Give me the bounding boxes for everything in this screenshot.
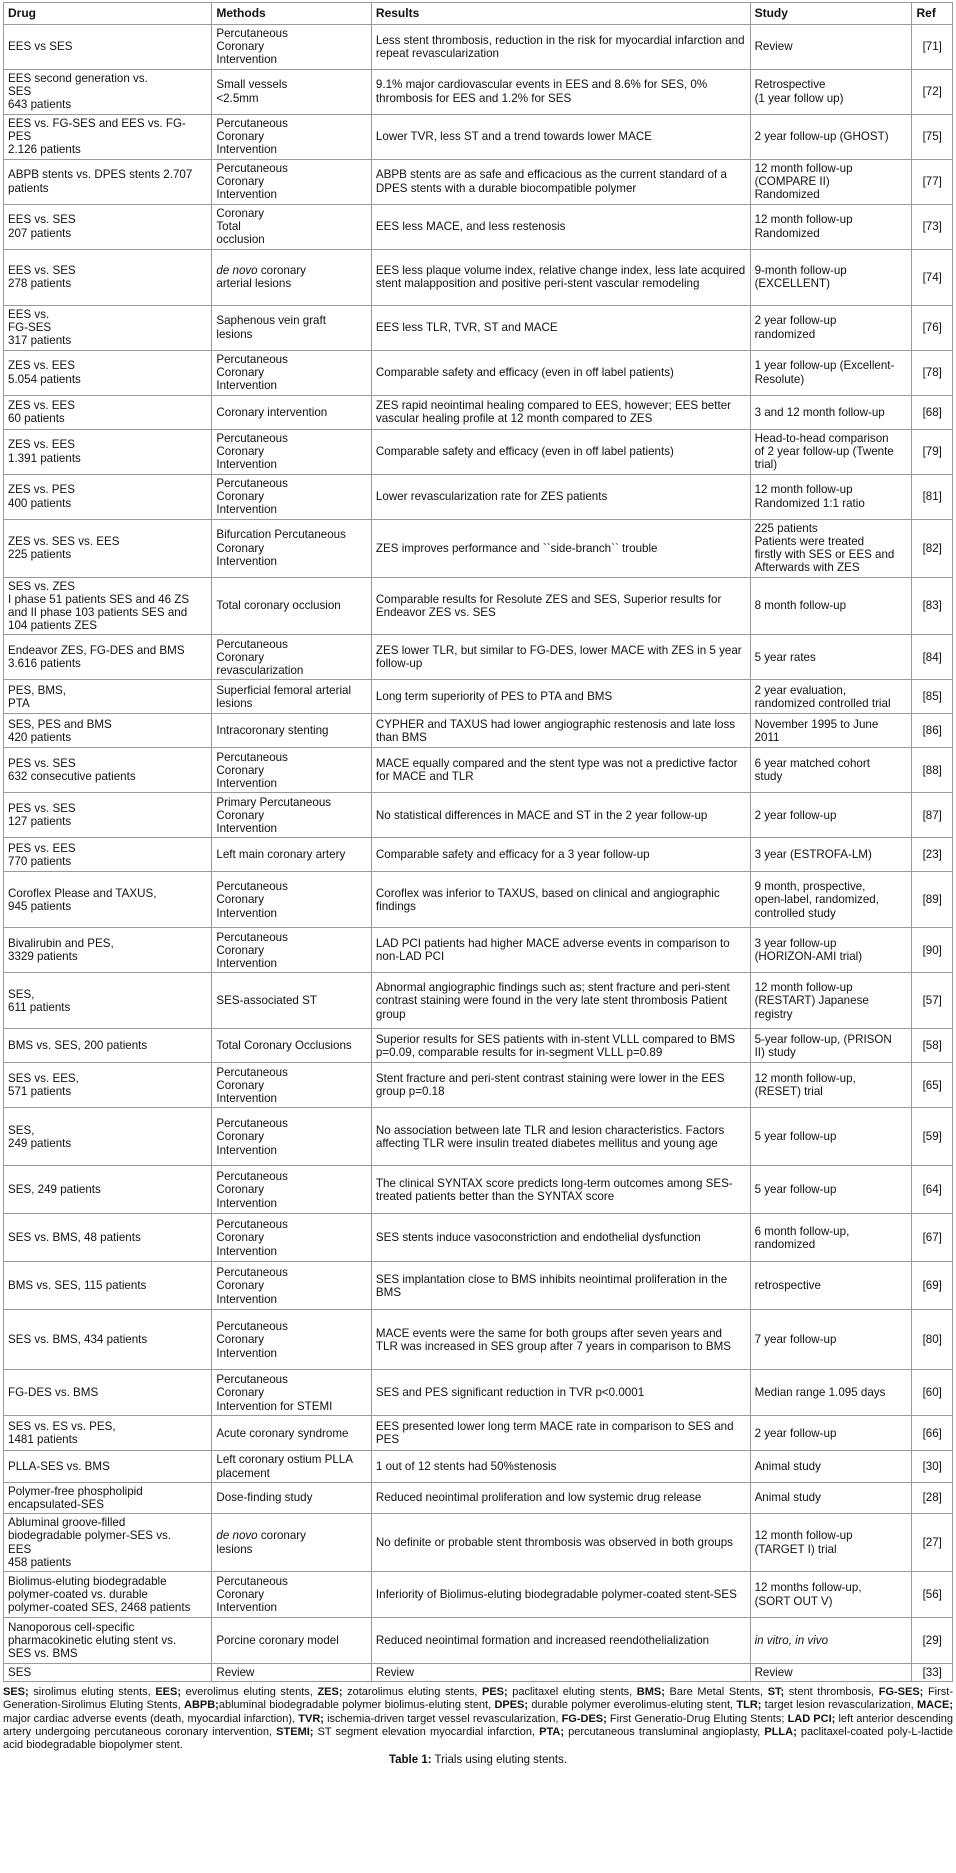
- ref-cell: [23]: [912, 838, 953, 872]
- footnote-abbrev: EES;: [155, 1686, 182, 1699]
- footnote-text: major cardiac adverse events (death, myocardial infarction),: [3, 1712, 299, 1725]
- drug-cell: BMS vs. SES, 200 patients: [4, 1029, 212, 1063]
- table-row: [4, 69, 953, 114]
- methods-cell: Percutaneous Coronary Intervention: [212, 928, 372, 973]
- methods-cell: Acute coronary syndrome: [212, 1416, 372, 1451]
- study-cell: 5 year follow-up: [750, 1166, 912, 1214]
- study-cell: 2 year follow-up: [750, 1416, 912, 1451]
- methods-cell: Total Coronary Occlusions: [212, 1029, 372, 1063]
- methods-cell: Percutaneous Coronary Intervention: [212, 350, 372, 395]
- ref-cell: [77]: [912, 159, 953, 204]
- table-row: [4, 429, 953, 474]
- footnote-text: ST segment elevation myocardial infarction,: [313, 1725, 540, 1738]
- table-row: [4, 680, 953, 714]
- methods-cell: de novo coronary arterial lesions: [212, 249, 372, 305]
- table-row: [4, 1664, 953, 1682]
- ref-cell: [29]: [912, 1618, 953, 1664]
- drug-cell: Coroflex Please and TAXUS, 945 patients: [4, 872, 212, 928]
- methods-cell: Coronary Total occlusion: [212, 204, 372, 249]
- study-cell: 225 patients Patients were treated firstly with SES or EES and Afterwards with ZES: [750, 519, 912, 577]
- study-cell: 5 year rates: [750, 635, 912, 680]
- table-row: [4, 1310, 953, 1370]
- methods-cell: Percutaneous Coronary revascularization: [212, 635, 372, 680]
- results-cell: EES presented lower long term MACE rate in comparison to SES and PES: [371, 1416, 750, 1451]
- ref-cell: [90]: [912, 928, 953, 973]
- ref-cell: [85]: [912, 680, 953, 714]
- ref-cell: [28]: [912, 1482, 953, 1513]
- drug-cell: ABPB stents vs. DPES stents 2.707 patients: [4, 159, 212, 204]
- table-row: [4, 872, 953, 928]
- study-cell: 6 month follow-up, randomized: [750, 1214, 912, 1262]
- study-cell: 12 month follow-up, (RESET) trial: [750, 1063, 912, 1108]
- header-results: Results: [371, 3, 750, 25]
- footnote-abbrev: FG-DES;: [561, 1712, 607, 1725]
- ref-cell: [76]: [912, 305, 953, 350]
- ref-cell: [87]: [912, 793, 953, 838]
- study-cell: Review: [750, 1664, 912, 1682]
- methods-cell: Coronary intervention: [212, 395, 372, 429]
- drug-cell: SES, 249 patients: [4, 1108, 212, 1166]
- table-row: [4, 1108, 953, 1166]
- study-cell: Animal study: [750, 1482, 912, 1513]
- footnote-abbrev: LAD PCI;: [787, 1712, 836, 1725]
- drug-cell: EES vs SES: [4, 25, 212, 70]
- study-cell: in vitro, in vivo: [750, 1618, 912, 1664]
- ref-cell: [88]: [912, 748, 953, 793]
- methods-cell: Percutaneous Coronary Intervention: [212, 25, 372, 70]
- results-cell: MACE events were the same for both groups after seven years and TLR was increased in SES group after 7 years in comparison to BMS: [371, 1310, 750, 1370]
- methods-cell: Superficial femoral arterial lesions: [212, 680, 372, 714]
- results-cell: Long term superiority of PES to PTA and BMS: [371, 680, 750, 714]
- italic-term: de novo: [216, 263, 258, 277]
- table-row: [4, 1482, 953, 1513]
- table-row: [4, 577, 953, 635]
- results-cell: SES and PES significant reduction in TVR p<0.0001: [371, 1370, 750, 1416]
- study-cell: 12 month follow-up (TARGET I) trial: [750, 1514, 912, 1572]
- footnote-text: First Generatio-Drug Eluting Stents;: [606, 1712, 788, 1725]
- table-row: [4, 714, 953, 748]
- methods-cell: Bifurcation Percutaneous Coronary Intervention: [212, 519, 372, 577]
- results-cell: No definite or probable stent thrombosis was observed in both groups: [371, 1514, 750, 1572]
- drug-cell: SES, 249 patients: [4, 1166, 212, 1214]
- drug-cell: EES vs. FG-SES 317 patients: [4, 305, 212, 350]
- methods-cell: Percutaneous Coronary Intervention: [212, 1310, 372, 1370]
- results-cell: Comparable safety and efficacy for a 3 year follow-up: [371, 838, 750, 872]
- results-cell: Abnormal angiographic findings such as; stent fracture and peri-stent contrast staining were found in the very late stent thrombosis Patient group: [371, 973, 750, 1029]
- drug-cell: PES vs. EES 770 patients: [4, 838, 212, 872]
- drug-cell: EES vs. FG-SES and EES vs. FG- PES 2.126 patients: [4, 114, 212, 159]
- methods-cell: Percutaneous Coronary Intervention: [212, 1214, 372, 1262]
- results-cell: SES stents induce vasoconstriction and endothelial dysfunction: [371, 1214, 750, 1262]
- methods-cell: Primary Percutaneous Coronary Intervention: [212, 793, 372, 838]
- table-row: [4, 25, 953, 70]
- ref-cell: [64]: [912, 1166, 953, 1214]
- ref-cell: [86]: [912, 714, 953, 748]
- methods-cell: SES-associated ST: [212, 973, 372, 1029]
- header-ref: Ref: [912, 3, 953, 25]
- drug-cell: SES vs. BMS, 434 patients: [4, 1310, 212, 1370]
- results-cell: Stent fracture and peri-stent contrast staining were lower in the EES group p=0.18: [371, 1063, 750, 1108]
- drug-cell: Abluminal groove-filled biodegradable polymer-SES vs. EES 458 patients: [4, 1514, 212, 1572]
- ref-cell: [78]: [912, 350, 953, 395]
- methods-cell: Left main coronary artery: [212, 838, 372, 872]
- methods-cell: Small vessels <2.5mm: [212, 69, 372, 114]
- ref-cell: [58]: [912, 1029, 953, 1063]
- ref-cell: [83]: [912, 577, 953, 635]
- study-cell: Review: [750, 25, 912, 70]
- study-cell: retrospective: [750, 1262, 912, 1310]
- results-cell: Coroflex was inferior to TAXUS, based on clinical and angiographic findings: [371, 872, 750, 928]
- footnote-text: sirolimus eluting stents,: [28, 1686, 156, 1699]
- ref-cell: [60]: [912, 1370, 953, 1416]
- study-cell: 2 year follow-up (GHOST): [750, 114, 912, 159]
- footnote-abbrev: PLLA;: [764, 1725, 797, 1738]
- ref-cell: [27]: [912, 1514, 953, 1572]
- ref-cell: [81]: [912, 474, 953, 519]
- results-cell: Reduced neointimal proliferation and low systemic drug release: [371, 1482, 750, 1513]
- methods-cell: Percutaneous Coronary Intervention for STEMI: [212, 1370, 372, 1416]
- methods-cell: Porcine coronary model: [212, 1618, 372, 1664]
- results-cell: Lower revascularization rate for ZES patients: [371, 474, 750, 519]
- results-cell: 1 out of 12 stents had 50%stenosis: [371, 1451, 750, 1482]
- ref-cell: [65]: [912, 1063, 953, 1108]
- table-row: [4, 1416, 953, 1451]
- study-cell: 12 month follow-up (COMPARE II) Randomized: [750, 159, 912, 204]
- methods-cell: Intracoronary stenting: [212, 714, 372, 748]
- results-cell: ZES lower TLR, but similar to FG-DES, lower MACE with ZES in 5 year follow-up: [371, 635, 750, 680]
- drug-cell: SES, PES and BMS 420 patients: [4, 714, 212, 748]
- footnote-abbrev: PTA;: [539, 1725, 565, 1738]
- drug-cell: BMS vs. SES, 115 patients: [4, 1262, 212, 1310]
- table-row: [4, 350, 953, 395]
- results-cell: EES less TLR, TVR, ST and MACE: [371, 305, 750, 350]
- ref-cell: [69]: [912, 1262, 953, 1310]
- footnote-text: stent thrombosis,: [784, 1686, 879, 1699]
- footnote-text: percutaneous transluminal angioplasty,: [564, 1725, 765, 1738]
- drug-cell: Endeavor ZES, FG-DES and BMS 3.616 patients: [4, 635, 212, 680]
- table-row: [4, 305, 953, 350]
- table-row: [4, 1166, 953, 1214]
- study-cell: 3 and 12 month follow-up: [750, 395, 912, 429]
- drug-cell: EES vs. SES 207 patients: [4, 204, 212, 249]
- results-cell: MACE equally compared and the stent type was not a predictive factor for MACE and TLR: [371, 748, 750, 793]
- results-cell: ZES rapid neointimal healing compared to EES, however; EES better vascular healing profile at 12 month compared to ZES: [371, 395, 750, 429]
- footnote-text: paclitaxel-coated poly-L-lactide acid biodegradable biopolymer stent.: [3, 1725, 953, 1752]
- study-cell: 2 year evaluation, randomized controlled trial: [750, 680, 912, 714]
- footnote-text: Bare Metal Stents,: [664, 1686, 768, 1699]
- italic-term: de novo: [216, 1529, 258, 1543]
- drug-cell: SES, 611 patients: [4, 973, 212, 1029]
- results-cell: Comparable safety and efficacy (even in off label patients): [371, 429, 750, 474]
- methods-cell: Percutaneous Coronary Intervention: [212, 1108, 372, 1166]
- ref-cell: [59]: [912, 1108, 953, 1166]
- table-row: [4, 1451, 953, 1482]
- drug-cell: SES vs. ES vs. PES, 1481 patients: [4, 1416, 212, 1451]
- study-cell: 12 month follow-up (RESTART) Japanese registry: [750, 973, 912, 1029]
- results-cell: Comparable safety and efficacy (even in off label patients): [371, 350, 750, 395]
- table-row: [4, 1370, 953, 1416]
- footnote-text: paclitaxel eluting stents,: [507, 1686, 637, 1699]
- drug-cell: Nanoporous cell-specific pharmacokinetic eluting stent vs. SES vs. BMS: [4, 1618, 212, 1664]
- table-row: [4, 474, 953, 519]
- results-cell: Reduced neointimal formation and increased reendothelialization: [371, 1618, 750, 1664]
- footnote-text: zotarolimus eluting stents,: [342, 1686, 482, 1699]
- drug-cell: ZES vs. SES vs. EES 225 patients: [4, 519, 212, 577]
- ref-cell: [75]: [912, 114, 953, 159]
- footnote-abbrev: FG-SES;: [878, 1686, 924, 1699]
- methods-cell: Percutaneous Coronary Intervention: [212, 429, 372, 474]
- study-cell: 12 months follow-up, (SORT OUT V): [750, 1572, 912, 1618]
- methods-cell: Review: [212, 1664, 372, 1682]
- header-methods: Methods: [212, 3, 372, 25]
- drug-cell: Polymer-free phospholipid encapsulated-SES: [4, 1482, 212, 1513]
- table-row: [4, 748, 953, 793]
- study-cell: 9 month, prospective, open-label, randomized, controlled study: [750, 872, 912, 928]
- drug-cell: Biolimus-eluting biodegradable polymer-coated vs. durable polymer-coated SES, 2468 patients: [4, 1572, 212, 1618]
- study-cell: Median range 1.095 days: [750, 1370, 912, 1416]
- table-row: [4, 159, 953, 204]
- study-cell: Head-to-head comparison of 2 year follow-up (Twente trial): [750, 429, 912, 474]
- results-cell: The clinical SYNTAX score predicts long-term outcomes among SES-treated patients better than the SYNTAX score: [371, 1166, 750, 1214]
- study-cell: 8 month follow-up: [750, 577, 912, 635]
- study-cell: 2 year follow-up randomized: [750, 305, 912, 350]
- ref-cell: [80]: [912, 1310, 953, 1370]
- ref-cell: [72]: [912, 69, 953, 114]
- footnote-abbrev: TVR;: [298, 1712, 324, 1725]
- methods-cell: Percutaneous Coronary Intervention: [212, 872, 372, 928]
- results-cell: LAD PCI patients had higher MACE adverse events in comparison to non-LAD PCI: [371, 928, 750, 973]
- ref-cell: [74]: [912, 249, 953, 305]
- drug-cell: ZES vs. EES 5.054 patients: [4, 350, 212, 395]
- footnote-text: abluminal biodegradable polymer biolimus-eluting stent,: [218, 1699, 495, 1712]
- footnote-abbrev: ZES;: [317, 1686, 343, 1699]
- ref-cell: [66]: [912, 1416, 953, 1451]
- drug-cell: SES vs. BMS, 48 patients: [4, 1214, 212, 1262]
- study-cell: 3 year follow-up (HORIZON-AMI trial): [750, 928, 912, 973]
- results-cell: Inferiority of Biolimus-eluting biodegradable polymer-coated stent-SES: [371, 1572, 750, 1618]
- drug-cell: SES vs. ZES I phase 51 patients SES and 46 ZS and II phase 103 patients SES and 104 patients ZES: [4, 577, 212, 635]
- results-cell: Superior results for SES patients with in-stent VLLL compared to BMS p=0.09, comparable results for in-segment VLLL p=0.89: [371, 1029, 750, 1063]
- trials-table: [3, 2, 953, 1682]
- table-row: [4, 1262, 953, 1310]
- table-row: [4, 1214, 953, 1262]
- table-row: [4, 1618, 953, 1664]
- table-row: [4, 395, 953, 429]
- drug-cell: PES vs. SES 632 consecutive patients: [4, 748, 212, 793]
- methods-cell: Percutaneous Coronary Intervention: [212, 748, 372, 793]
- drug-cell: SES vs. EES, 571 patients: [4, 1063, 212, 1108]
- ref-cell: [84]: [912, 635, 953, 680]
- drug-cell: PES, BMS, PTA: [4, 680, 212, 714]
- study-cell: 2 year follow-up: [750, 793, 912, 838]
- study-cell: 7 year follow-up: [750, 1310, 912, 1370]
- results-cell: EES less plaque volume index, relative change index, less late acquired stent malapposition and positive peri-stent vascular remodeling: [371, 249, 750, 305]
- ref-cell: [67]: [912, 1214, 953, 1262]
- footnote-text: everolimus eluting stents,: [181, 1686, 318, 1699]
- footnote-abbrev: STEMI;: [276, 1725, 314, 1738]
- results-cell: Comparable results for Resolute ZES and SES, Superior results for Endeavor ZES vs. SES: [371, 577, 750, 635]
- drug-cell: ZES vs. EES 1.391 patients: [4, 429, 212, 474]
- results-cell: Review: [371, 1664, 750, 1682]
- table-caption: [3, 1754, 953, 1766]
- ref-cell: [57]: [912, 973, 953, 1029]
- footnote-text: durable polymer everolimus-eluting stent,: [528, 1699, 737, 1712]
- table-row: [4, 114, 953, 159]
- footnote-text: target lesion revascularization,: [761, 1699, 917, 1712]
- study-cell: 9-month follow-up (EXCELLENT): [750, 249, 912, 305]
- study-cell: Retrospective (1 year follow up): [750, 69, 912, 114]
- footnote-abbrev: ST;: [767, 1686, 785, 1699]
- study-cell: November 1995 to June 2011: [750, 714, 912, 748]
- table-row: [4, 204, 953, 249]
- table-row: [4, 1514, 953, 1572]
- footnote-abbrev: DPES;: [494, 1699, 529, 1712]
- results-cell: No statistical differences in MACE and ST in the 2 year follow-up: [371, 793, 750, 838]
- methods-cell: Percutaneous Coronary Intervention: [212, 1572, 372, 1618]
- table-row: [4, 249, 953, 305]
- ref-cell: [73]: [912, 204, 953, 249]
- drug-cell: ZES vs. EES 60 patients: [4, 395, 212, 429]
- study-cell: 5-year follow-up, (PRISON II) study: [750, 1029, 912, 1063]
- methods-cell: Percutaneous Coronary Intervention: [212, 159, 372, 204]
- ref-cell: [30]: [912, 1451, 953, 1482]
- caption-label: Table 1:: [388, 1754, 432, 1767]
- table-header-row: [4, 3, 953, 25]
- ref-cell: [82]: [912, 519, 953, 577]
- results-cell: 9.1% major cardiovascular events in EES and 8.6% for SES, 0% thrombosis for EES and 1.2% for SES: [371, 69, 750, 114]
- caption-text: Trials using eluting stents.: [431, 1754, 568, 1767]
- results-cell: SES implantation close to BMS inhibits neointimal proliferation in the BMS: [371, 1262, 750, 1310]
- study-cell: Animal study: [750, 1451, 912, 1482]
- table-row: [4, 1029, 953, 1063]
- methods-cell: Saphenous vein graft lesions: [212, 305, 372, 350]
- results-cell: No association between late TLR and lesion characteristics. Factors affecting TLR were insulin treated diabetes mellitus and young age: [371, 1108, 750, 1166]
- table-row: [4, 1063, 953, 1108]
- footnote-abbrev: ABPB;: [184, 1699, 219, 1712]
- results-cell: ABPB stents are as safe and efficacious as the current standard of a DPES stents with a durable biocompatible polymer: [371, 159, 750, 204]
- table-row: [4, 838, 953, 872]
- header-study: Study: [750, 3, 912, 25]
- methods-cell: Percutaneous Coronary Intervention: [212, 1262, 372, 1310]
- study-cell: 1 year follow-up (Excellent- Resolute): [750, 350, 912, 395]
- ref-cell: [89]: [912, 872, 953, 928]
- methods-cell: Left coronary ostium PLLA placement: [212, 1451, 372, 1482]
- table-row: [4, 973, 953, 1029]
- drug-cell: FG-DES vs. BMS: [4, 1370, 212, 1416]
- footnote-abbrev: BMS;: [636, 1686, 665, 1699]
- table-body: [4, 25, 953, 1682]
- results-cell: Less stent thrombosis, reduction in the risk for myocardial infarction and repeat revascularization: [371, 25, 750, 70]
- table-footnote: [3, 1686, 953, 1752]
- drug-cell: EES second generation vs. SES 643 patients: [4, 69, 212, 114]
- methods-cell: Percutaneous Coronary Intervention: [212, 1063, 372, 1108]
- results-cell: CYPHER and TAXUS had lower angiographic restenosis and late loss than BMS: [371, 714, 750, 748]
- footnote-abbrev: TLR;: [736, 1699, 762, 1712]
- footnote-abbrev: MACE;: [916, 1699, 954, 1712]
- ref-cell: [68]: [912, 395, 953, 429]
- results-cell: Lower TVR, less ST and a trend towards lower MACE: [371, 114, 750, 159]
- drug-cell: EES vs. SES 278 patients: [4, 249, 212, 305]
- methods-cell: Total coronary occlusion: [212, 577, 372, 635]
- methods-cell: Dose-finding study: [212, 1482, 372, 1513]
- study-cell: 5 year follow-up: [750, 1108, 912, 1166]
- table-row: [4, 1572, 953, 1618]
- study-cell: 12 month follow-up Randomized: [750, 204, 912, 249]
- footnote-text: ischemia-driven target vessel revascularization,: [323, 1712, 562, 1725]
- study-cell: 3 year (ESTROFA-LM): [750, 838, 912, 872]
- methods-cell: Percutaneous Coronary Intervention: [212, 1166, 372, 1214]
- footnote-abbrev: PES;: [482, 1686, 508, 1699]
- table-row: [4, 793, 953, 838]
- results-cell: ZES improves performance and ``side-branch`` trouble: [371, 519, 750, 577]
- study-cell: 12 month follow-up Randomized 1:1 ratio: [750, 474, 912, 519]
- footnote-text: left anterior descending artery undergoing percutaneous coronary intervention,: [3, 1712, 953, 1738]
- study-cell: 6 year matched cohort study: [750, 748, 912, 793]
- footnote-abbrev: SES;: [3, 1686, 29, 1699]
- header-drug: Drug: [4, 3, 212, 25]
- table-row: [4, 928, 953, 973]
- ref-cell: [33]: [912, 1664, 953, 1682]
- drug-cell: ZES vs. PES 400 patients: [4, 474, 212, 519]
- methods-cell: Percutaneous Coronary Intervention: [212, 114, 372, 159]
- ref-cell: [79]: [912, 429, 953, 474]
- methods-cell: de novo coronary lesions: [212, 1514, 372, 1572]
- table-row: [4, 635, 953, 680]
- table-row: [4, 519, 953, 577]
- results-cell: EES less MACE, and less restenosis: [371, 204, 750, 249]
- ref-cell: [71]: [912, 25, 953, 70]
- methods-cell: Percutaneous Coronary Intervention: [212, 474, 372, 519]
- footnote-text: First-Generation-Sirolimus Eluting Stents,: [3, 1686, 953, 1712]
- drug-cell: SES: [4, 1664, 212, 1682]
- ref-cell: [56]: [912, 1572, 953, 1618]
- drug-cell: Bivalirubin and PES, 3329 patients: [4, 928, 212, 973]
- drug-cell: PLLA-SES vs. BMS: [4, 1451, 212, 1482]
- drug-cell: PES vs. SES 127 patients: [4, 793, 212, 838]
